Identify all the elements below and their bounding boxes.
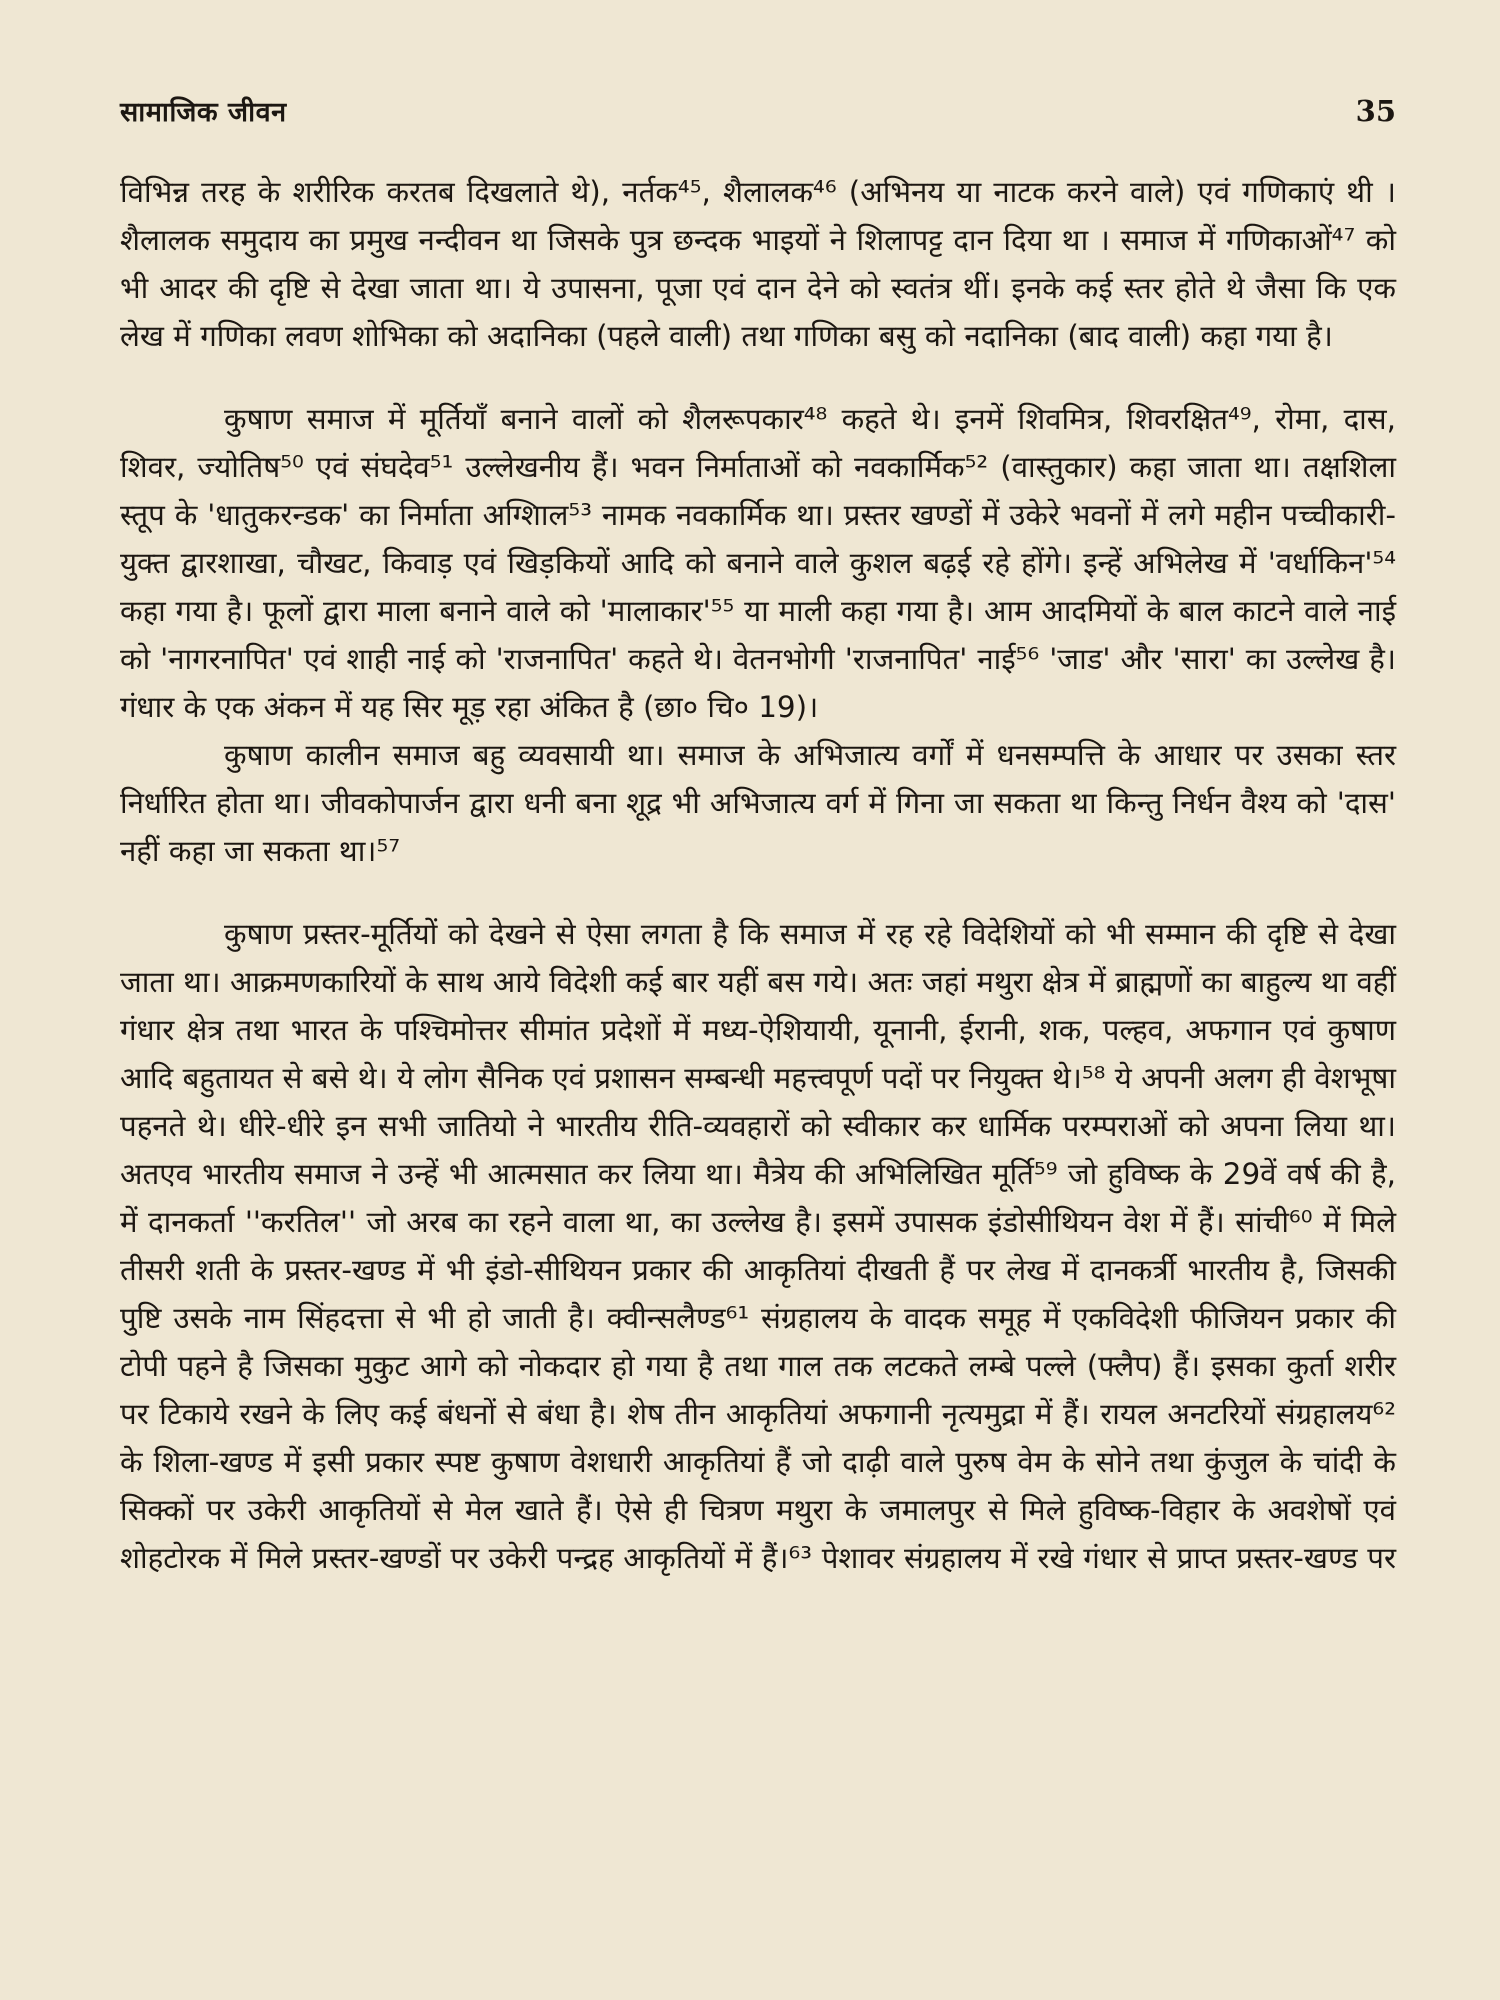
paragraph-1: विभिन्न तरह के शरीरिक करतब दिखलाते थे), नर्तक⁴⁵, शैलालक⁴⁶ (अभिनय या नाटक करने वाले) एवं गणिकाएं थी । शैलालक समुदाय का प्रमुख नन्दीवन था जिसके पुत्र छन्दक भाइयों ने शिलापट्ट दान दिया था । समाज में गणिकाओं⁴⁷ को भी आदर की दृष्टि से देखा जाता था। ये उपासना, पूजा एवं दान देने को स्वतंत्र थीं। इनके कई स्तर होते थे जैसा कि एक लेख में गणिका लवण शोभिका को अदानिका (पहले वाली) तथा गणिका बसु को नदानिका (बाद वाली) कहा गया है। (120, 175, 1396, 353)
paragraph-gap (120, 875, 1396, 910)
running-head: सामाजिक जीवन (120, 97, 287, 128)
paragraph-2: कुषाण समाज में मूर्तियाँ बनाने वालों को शैलरूपकार⁴⁸ कहते थे। इनमें शिवमित्र, शिवरक्षित⁴⁹, रोमा, दास, शिवर, ज्योतिष⁵⁰ एवं संघदेव⁵¹ उल्लेखनीय हैं। भवन निर्माताओं को नवकार्मिक⁵² (वास्तुकार) कहा जाता था। तक्षशिला स्तूप के 'धातुकरन्डक' का निर्माता अग्शिाल⁵³ नामक नवकार्मिक था। प्रस्तर खण्डों में उकेरे भवनों में लगे महीन पच्चीकारी-युक्त द्वारशाखा, चौखट, किवाड़ एवं खिड़कियों आदि को बनाने वाले कुशल बढ़ई रहे होंगे। इन्हें अभिलेख में 'वर्धाकिन'⁵⁴ कहा गया है। फूलों द्वारा माला बनाने वाले को 'मालाकार'⁵⁵ या माली कहा गया है। आम आदमियों के बाल काटने वाले नाई को 'नागरनापित' एवं शाही नाई को 'राजनापित' कहते थे। वेतनभोगी 'राजनापित' नाई⁵⁶ 'जाड' और 'सारा' का उल्लेख है। गंधार के एक अंकन में यह सिर मूड़ रहा अंकित है (छा० चि० 19)। (120, 402, 1396, 724)
paragraph-4: कुषाण प्रस्तर-मूर्तियों को देखने से ऐसा लगता है कि समाज में रह रहे विदेशियों को भी सम्मान की दृष्टि से देखा जाता था। आक्रमणकारियों के साथ आये विदेशी कई बार यहीं बस गये। अतः जहां मथुरा क्षेत्र में ब्राह्मणों का बाहुल्य था वहीं गंधार क्षेत्र तथा भारत के पश्चिमोत्तर सीमांत प्रदेशों में मध्य-ऐशियायी, यूनानी, ईरानी, शक, पल्हव, अफगान एवं कुषाण आदि बहुतायत से बसे थे। ये लोग सैनिक एवं प्रशासन सम्बन्धी महत्त्वपूर्ण पदों पर नियुक्त थे।⁵⁸ ये अपनी अलग ही वेशभूषा पहनते थे। धीरे-धीरे इन सभी जातियो ने भारतीय रीति-व्यवहारों को स्वीकार कर धार्मिक परम्पराओं को अपना लिया था। अतएव भारतीय समाज ने उन्हें भी आत्मसात कर लिया था। मैत्रेय की अभिलिखित मूर्ति⁵⁹ जो हुविष्क के 29वें वर्ष की है, में दानकर्ता ''करतिल'' जो अरब का रहने वाला था, का उल्लेख है। इसमें उपासक इंडोसीथियन वेश में हैं। सांची⁶⁰ में मिले तीसरी शती के प्रस्तर-खण्ड में भी इंडो-सीथियन प्रकार की आकृतियां दीखती हैं पर लेख में दानकर्त्री भारतीय है, जिसकी पुष्टि उसके नाम सिंहदत्ता से भी हो जाती है। क्वीन्सलैण्ड⁶¹ संग्रहालय के वादक समूह में एकविदेशी फीजियन प्रकार की टोपी पहने है जिसका मुकुट आगे को नोकदार हो गया है तथा गाल तक लटकते लम्बे पल्ले (फ्लैप) हैं। इसका कुर्ता शरीर पर टिकाये रखने के लिए कई बंधनों से बंधा है। शेष तीन आकृतियां अफगानी नृत्यमुद्रा में हैं। रायल अनटरियों संग्रहालय⁶² के शिला-खण्ड में इसी प्रकार स्पष्ट कुषाण वेशधारी आकृतियां हैं जो दाढ़ी वाले पुरुष वेम के सोने तथा कुंजुल के चांदी के सिक्कों पर उकेरी आकृतियों से मेल खाते हैं। ऐसे ही चित्रण मथुरा के जमालपुर से मिले हुविष्क-विहार के अवशेषों एवं शोहटोरक में मिले प्रस्तर-खण्डों पर उकेरी पन्द्रह आकृतियों में हैं।⁶³ पेशावर संग्रहालय में रखे गंधार से प्राप्त प्रस्तर-खण्ड पर (120, 917, 1396, 1575)
page-header (120, 92, 1396, 150)
paragraph-3: कुषाण कालीन समाज बहु व्यवसायी था। समाज के अभिजात्य वर्गों में धनसम्पत्ति के आधार पर उसका स्तर निर्धारित होता था। जीवकोपार्जन द्वारा धनी बना शूद्र भी अभिजात्य वर्ग में गिना जा सकता था किन्तु निर्धन वैश्य को 'दास' नहीं कहा जा सकता था।⁵⁷ (120, 738, 1396, 868)
paragraph-gap (120, 360, 1396, 395)
page-number: 35 (1355, 94, 1396, 128)
